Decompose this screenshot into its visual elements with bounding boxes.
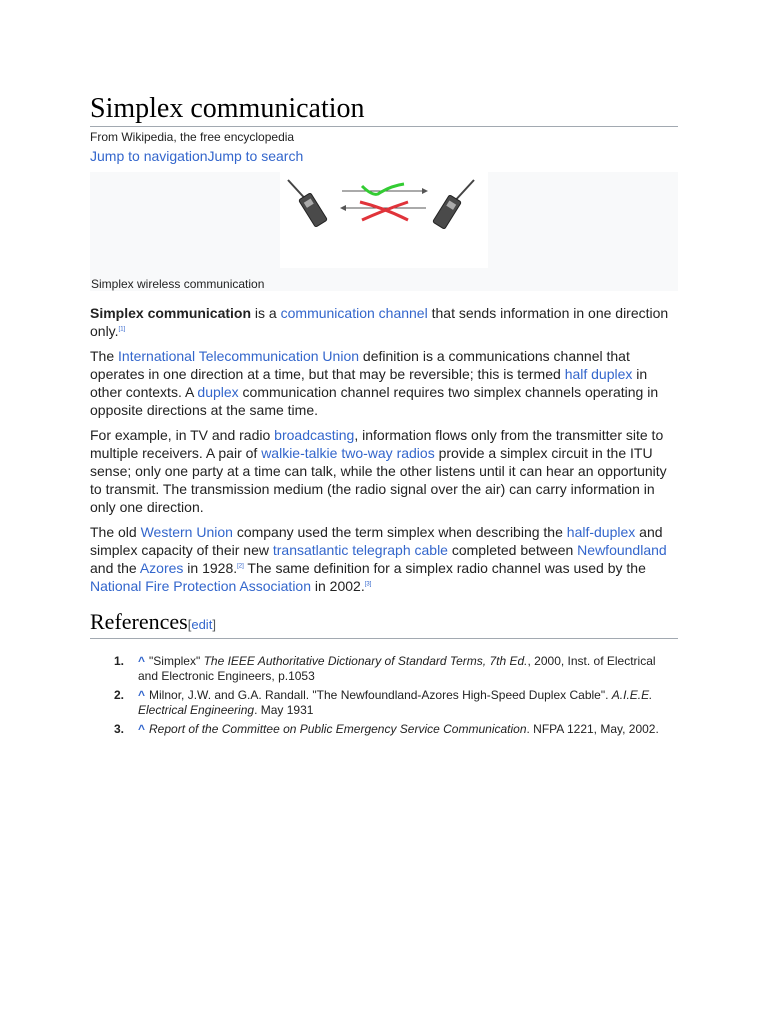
backlink-caret[interactable]: ^ (138, 688, 146, 702)
link-azores[interactable]: Azores (139, 560, 184, 576)
page-title: Simplex communication (90, 92, 678, 127)
citation-3[interactable]: [3] (364, 581, 372, 588)
reference-text: . May 1931 (254, 703, 314, 717)
text: that sends information in one direction only. (90, 305, 669, 339)
link-two-way-radios[interactable]: two-way radios (341, 445, 435, 461)
simplex-diagram (280, 172, 488, 268)
reference-item (90, 688, 678, 718)
link-transatlantic-telegraph-cable[interactable]: transatlantic telegraph cable (272, 542, 448, 558)
backlink-caret[interactable]: ^ (138, 654, 146, 668)
text: , information flows only from the transmitter site to multiple receivers. A pair of (90, 427, 664, 461)
paragraph-2 (90, 347, 678, 419)
link-duplex[interactable]: duplex (197, 384, 239, 400)
text: The old (90, 524, 141, 540)
text: in other contexts. A (90, 366, 648, 400)
cross-icon (360, 202, 408, 220)
reference-item (90, 722, 678, 737)
figure-caption: Simplex wireless communication (91, 277, 265, 291)
edit-bracket-close: ] (212, 617, 216, 632)
thumbnail-figure (90, 172, 678, 291)
text: For example, in TV and radio (90, 427, 275, 443)
check-icon (362, 184, 404, 194)
citation-1[interactable]: [1] (118, 326, 126, 333)
link-western-union[interactable]: Western Union (140, 524, 233, 540)
link-nfpa[interactable]: National Fire Protection Association (90, 578, 311, 594)
text: and simplex capacity of their new (90, 524, 663, 558)
walkie-talkie-right-icon (433, 180, 474, 229)
link-broadcasting[interactable]: broadcasting (274, 427, 355, 443)
reference-item (90, 654, 678, 684)
edit-bracket-open: [ (187, 617, 192, 632)
reference-text: Milnor, J.W. and G.A. Randall. "The Newfoundland-Azores High-Speed Duplex Cable". (149, 688, 612, 702)
text: is a (251, 305, 281, 321)
text: definition is a communications channel that operates in one direction at a time, but that may be reversible; this is termed (90, 348, 630, 382)
link-itu[interactable]: International Telecommunication Union (118, 348, 360, 364)
text: in 2002. (311, 578, 365, 594)
reference-text: , 2000, Inst. of Electrical and Electronic Engineers, p.1053 (138, 654, 656, 683)
article-content (90, 92, 678, 741)
jump-to-search-link[interactable]: Jump to search (207, 148, 304, 164)
reference-italic: The IEEE Authoritative Dictionary of Standard Terms, 7th Ed. (203, 654, 528, 668)
references-heading-text: References (90, 609, 188, 634)
bold-term: Simplex communication (90, 305, 252, 321)
reference-number: 1. (114, 654, 125, 668)
link-half-duplex-2[interactable]: half-duplex (566, 524, 636, 540)
site-tagline: From Wikipedia, the free encyclopedia (90, 130, 295, 144)
edit-section-link[interactable]: edit (191, 617, 213, 632)
jump-links (90, 147, 678, 165)
references-heading (90, 609, 678, 639)
reference-list (90, 654, 678, 737)
link-newfoundland[interactable]: Newfoundland (577, 542, 667, 558)
text: in 1928. (183, 560, 238, 576)
paragraph-1 (90, 304, 678, 340)
jump-to-navigation-link[interactable]: Jump to navigation (90, 148, 208, 164)
text: completed between (447, 542, 578, 558)
figure-image[interactable] (280, 172, 488, 268)
reference-italic: A.I.E.E. Electrical Engineering (138, 688, 653, 717)
citation-2[interactable]: [2] (237, 563, 244, 570)
text: company used the term simplex when describing the (232, 524, 567, 540)
text: communication channel requires two simplex channels operating in opposite directions at the same time. (90, 384, 659, 418)
text: and the (90, 560, 140, 576)
link-half-duplex[interactable]: half duplex (564, 366, 633, 382)
text: The same definition for a simplex radio channel was used by the (243, 560, 646, 576)
reference-text: . NFPA 1221, May, 2002. (526, 722, 659, 736)
text: provide a simplex circuit in the ITU sense; only one party at a time can talk, while the other listens until it can hear an opportunity to transmit. The transmission medium (the radio signal over the air) can carry information in only one direction. (90, 445, 667, 515)
reference-italic: Report of the Committee on Public Emergency Service Communication (149, 722, 527, 736)
link-communication-channel[interactable]: communication channel (280, 305, 428, 321)
reference-number: 2. (114, 688, 125, 702)
reference-number: 3. (114, 722, 125, 736)
text: The (90, 348, 119, 364)
paragraph-4 (90, 523, 678, 595)
reference-text: "Simplex" (149, 654, 204, 668)
walkie-talkie-left-icon (288, 180, 327, 227)
link-walkie-talkie[interactable]: walkie-talkie (261, 445, 338, 461)
paragraph-3 (90, 426, 678, 516)
backlink-caret[interactable]: ^ (138, 722, 146, 736)
